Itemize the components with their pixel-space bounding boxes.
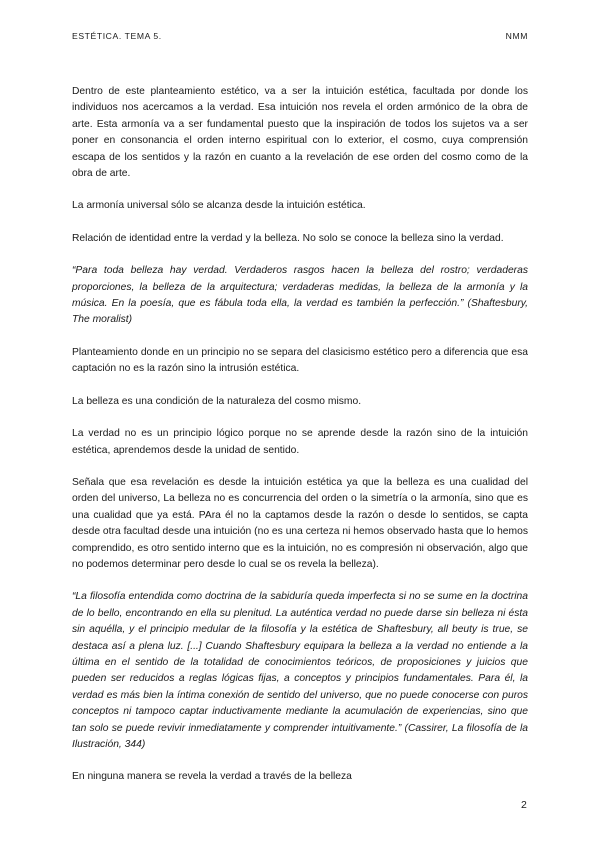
paragraph-verdad-belleza: Relación de identidad entre la verdad y la belleza. No solo se conoce la belleza sino la verdad. [72, 232, 504, 244]
paragraph-revelacion: Señala que esa revelación es desde la intuición estética ya que la belleza es una cualidad del orden del universo, La belleza no es concurrencia del orden o la simetría o la armonía, sino que es una cualidad que ya está. PAra él no la captamos desde la razón o desde lo sentidos, se capta desde otra facultad desde una intuición (no es una certeza ni hemos observado hasta que lo hemos comprendido, es otro sentido interno que es la intuición, no es compresión ni observación, algo que no podemos determinar pero desde lo cual se os revela la belleza). [72, 476, 528, 570]
paragraph-condicion-naturaleza: La belleza es una condición de la naturaleza del cosmo mismo. [72, 395, 362, 407]
paragraph-planteamiento: Planteamiento donde en un principio no se separa del clasicismo estético pero a diferencia que esa captación no es la razón sino la intrusión estética. [72, 346, 528, 375]
quote-shaftesbury: “Para toda belleza hay verdad. Verdaderos rasgos hacen la belleza del rostro; verdaderas proporciones, la belleza de la arquitectura; verdaderas medidas, la belleza de la armonía y la música. En la poesía, que es fábula toda ella, la verdad es también la perfección.” (Shaftesbury, The moralist) [72, 265, 528, 326]
header-title: ESTÉTICA. TEMA 5. [72, 31, 162, 41]
page-number: 2 [521, 799, 527, 811]
header-author-initials: NMM [505, 31, 528, 41]
paragraph-conclusion: En ninguna manera se revela la verdad a través de la belleza [72, 771, 352, 783]
page-header [72, 31, 528, 45]
quote-cassirer: “La filosofía entendida como doctrina de la sabiduría queda imperfecta si no se sume en la doctrina de lo bello, encontrando en ella su plenitud. La auténtica verdad no puede darse sin belleza ni ésta sin aquélla, y el principio medular de la filosofía y la estética de Shaftesbury, all beuty is true, se destaca así a plena luz. [...] Cuando Shaftesbury equipara la belleza a la verdad no entiende a la última en el sentido de la totalidad de conocimientos teóricos, de proposiciones y juicios que pueden ser reducidos a reglas lógicas fijas, a conceptos y principios fundamentales. Para él, la verdad es más bien la íntima conexión de sentido del universo, que no puede conocerse con puros conceptos ni tampoco captar inductivamente mediante la acumulación de experiencias, sino que tan solo se puede revivir inmediatamente y comprender intuitivamente.” (Cassirer, La filosofía de la Ilustración, 344) [72, 591, 528, 750]
paragraph-principio-logico: La verdad no es un principio lógico porque no se aprende desde la razón sino de la intuición estética, aprendemos desde la unidad de sentido. [72, 428, 528, 456]
paragraph-intuicion-estetica: Dentro de este planteamiento estético, va a ser la intuición estética, facultada por donde los individuos nos acercamos a la verdad. Esa intuición nos revela el orden armónico de la obra de arte. Esta armonía va a ser fundamental puesto que la inspiración de todos los sujetos va a ser poner en consonancia el orden interno espiritual con lo exterior, el cosmo, cuya comprensión escapa de los sentidos y la razón en cuanto a la revelación de ese orden del cosmo como de la obra de arte. [72, 86, 528, 180]
paragraph-armonia-universal: La armonía universal sólo se alcanza desde la intuición estética. [72, 200, 366, 212]
page-body [72, 84, 528, 802]
